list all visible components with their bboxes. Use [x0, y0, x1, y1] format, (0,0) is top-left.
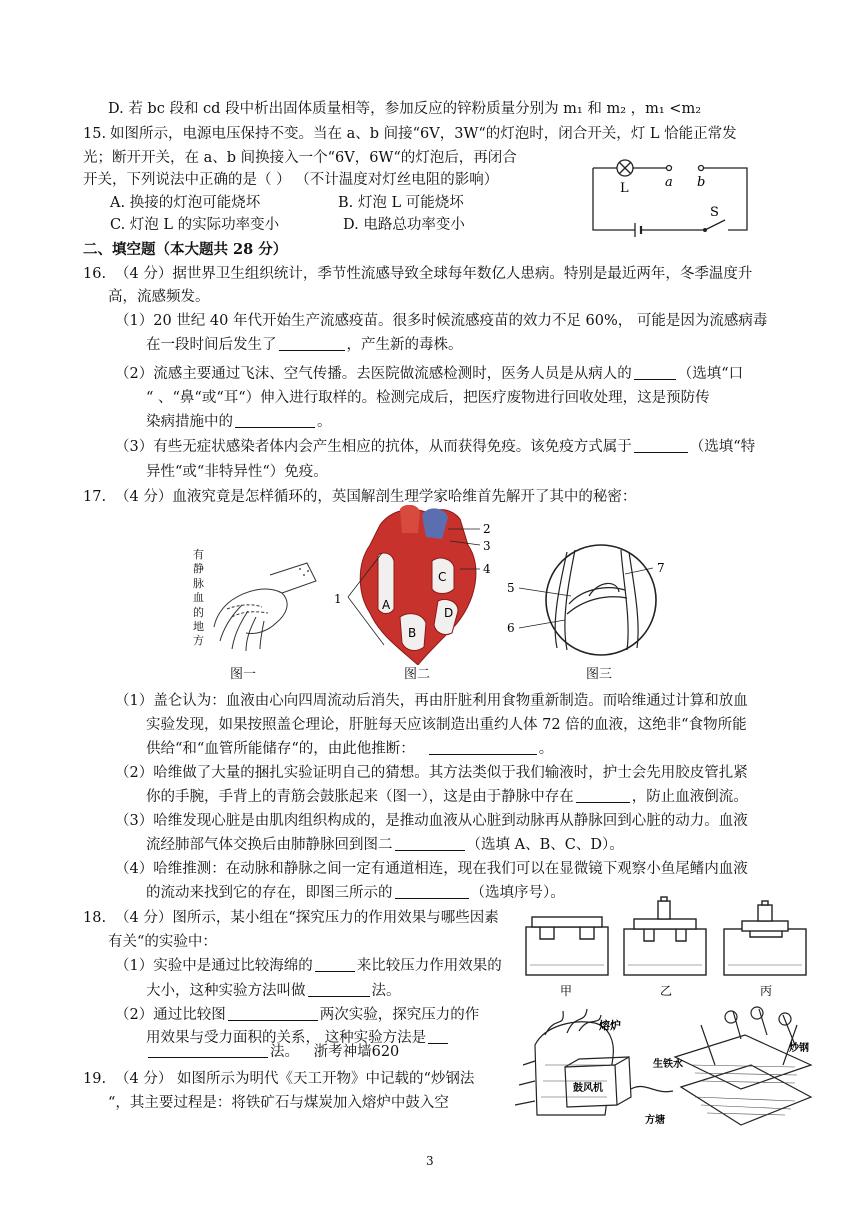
q17-p2-line1: （2）哈维做了大量的捆扎实验证明自己的猜想。其方法类似于我们输液时，护士会先用胶皮管扎紧 — [115, 765, 748, 781]
section-title: 二、填空题（本大题共 28 分） — [83, 241, 288, 258]
q16-p2-line2: “ 、“鼻“或“耳“）伸入进行取样的。检测完成后，把医疗废物进行回收处理，这是预防传 — [146, 390, 710, 406]
woodcut-label-pond: 方塘 — [645, 1115, 665, 1126]
woodcut-label-furnace: 熔炉 — [599, 1019, 621, 1032]
answer-blank[interactable] — [279, 349, 345, 351]
fig2-label-b: B — [408, 626, 417, 640]
q15-line3: 开关，下列说法中正确的是（ ） （不计温度对灯丝电阻的影响） — [83, 172, 499, 188]
q16-number: 16. — [83, 266, 107, 282]
q17-line1: （4 分）血液究竟是怎样循环的，英国解剖生理学家哈维首先解开了其中的秘密： — [115, 489, 637, 505]
fig-label-jia: 甲 — [560, 984, 573, 998]
fig1-vertical-label: 有 静 脉 血 的 地 方 — [193, 548, 204, 648]
q18-p2-line3: 法。 浙考神墙620 — [146, 1045, 399, 1060]
q18-p1-line1: （1）实验中是通过比较海绵的 来比较压力作用效果的 — [115, 958, 502, 974]
steel-making-woodcut-illustration — [505, 1005, 815, 1131]
answer-blank[interactable] — [395, 897, 469, 899]
q15-option-a: A. 换接的灯泡可能烧坏 — [110, 195, 261, 211]
q15-line1: 如图所示，电源电压保持不变。当在 a、b 间接“6V，3W“的灯泡时，闭合开关，灯 L 恰能正常发 — [110, 126, 737, 142]
answer-blank[interactable] — [315, 970, 355, 972]
woodcut-label-stir: 炒钢 — [789, 1043, 809, 1054]
q18-p1-line2: 大小，这种实验方法叫做 法。 — [146, 983, 401, 999]
q18-line1: （4 分）图所示，某小组在“探究压力的作用效果与哪些因素 — [115, 910, 499, 926]
q18-p2-line2: 用效果与受力面积的关系， 这种实验方法是 — [146, 1031, 450, 1046]
answer-blank[interactable] — [228, 1019, 318, 1021]
q16-p2-line3: 染病措施中的 。 — [146, 414, 332, 430]
terminal-a-label: a — [665, 175, 673, 190]
answer-blank[interactable] — [235, 426, 315, 428]
q17-p4-line1: （4）哈维推测：在动脉和静脉之间一定有通道相连，现在我们可以在显微镜下观察小鱼尾鳍内血液 — [115, 861, 748, 877]
q19-number: 19. — [83, 1071, 107, 1087]
q17-p1-line1: （1）盖仑认为：血液由心向四周流动后消失，再由肝脏利用食物重新制造。而哈维通过计算和放血 — [115, 693, 748, 709]
heart-illustration — [320, 505, 505, 665]
q16-p2-line1: （2）流感主要通过飞沫、空气传播。去医院做流感检测时，医务人员是从病人的 （选填“口 — [115, 366, 744, 382]
answer-blank[interactable] — [429, 753, 537, 755]
fig3-label-5: 5 — [507, 581, 515, 595]
fig2-label-1: 1 — [334, 592, 342, 606]
switch-label: S — [710, 205, 719, 220]
fig-label-bing: 丙 — [760, 984, 773, 998]
q17-p2-line2: 你的手腕，手背上的青筋会鼓胀起来（图一），这是由于静脉中存在 ，防止血液倒流。 — [146, 789, 748, 805]
q17-p4-line2: 的流动来找到它的存在，即图三所示的 （选填序号）。 — [146, 885, 565, 901]
fish-tail-vessels-illustration — [505, 540, 680, 660]
q17-number: 17. — [83, 489, 107, 505]
q17-p1-line3: 供给“和“血管所能储存“的，由此他推断： 。 — [146, 741, 554, 757]
answer-blank[interactable] — [428, 1042, 448, 1044]
q16-p1-line2: 在一段时间后发生了 ，产生新的毒株。 — [146, 337, 463, 353]
q15-option-b: B. 灯泡 L 可能烧坏 — [338, 195, 464, 211]
q15-option-d: D. 电路总功率变小 — [343, 217, 465, 233]
fig2-caption: 图二 — [404, 667, 431, 682]
answer-blank[interactable] — [148, 1056, 268, 1058]
q16-p1-line1: （1）20 世纪 40 年代开始生产流感疫苗。很多时候流感疫苗的效力不足 60%， 可能是因为流感病毒 — [115, 313, 768, 329]
q17-p3-line1: （3）哈维发现心脏是由肌肉组织构成的，是推动血液从心脏到动脉再从静脉回到心脏的动力。血液 — [115, 813, 748, 829]
fig-label-yi: 乙 — [660, 984, 673, 998]
q15-option-c: C. 灯泡 L 的实际功率变小 — [110, 217, 280, 233]
q16-p3-line2: 异性“或“非特异性“）免疫。 — [146, 464, 328, 480]
fig3-label-6: 6 — [507, 621, 515, 635]
answer-blank[interactable] — [634, 451, 688, 453]
woodcut-label-iron: 生铁水 — [653, 1059, 683, 1070]
answer-blank[interactable] — [395, 849, 465, 851]
q19-line2: “，其主要过程是：将铁矿石与煤炭加入熔炉中鼓入空 — [108, 1095, 449, 1111]
hand-illustration — [212, 545, 322, 655]
q17-p3-line2: 流经肺部气体交换后由肺静脉回到图二 （选填 A、B、C、D）。 — [146, 837, 624, 853]
q18-number: 18. — [83, 910, 107, 926]
fig2-label-d: D — [444, 606, 454, 620]
fig2-label-3: 3 — [483, 539, 491, 553]
q17-p1-line2: 实验发现，如果按照盖仑理论，肝脏每天应该制造出重约人体 72 倍的血液，这绝非“食物所能 — [146, 717, 747, 733]
q16-p3-line1: （3）有些无症状感染者体内会产生相应的抗体，从而获得免疫。该免疫方式属于 （选填“特 — [115, 439, 756, 455]
answer-blank[interactable] — [576, 801, 630, 803]
fig2-label-a: A — [382, 598, 391, 612]
fig3-label-7: 7 — [657, 561, 665, 575]
watermark: 浙考神墙620 — [313, 1044, 400, 1060]
fig2-label-2: 2 — [483, 522, 491, 536]
q18-line2: 有关“的实验中： — [108, 934, 217, 950]
q14-option-d: D. 若 bc 段和 cd 段中析出固体质量相等，参加反应的锌粉质量分别为 m₁ 和 m₂ ，m₁ <m₂ — [108, 101, 702, 117]
answer-blank[interactable] — [634, 378, 676, 380]
q18-p2-line1: （2）通过比较图 两次实验，探究压力的作 — [115, 1007, 480, 1023]
terminal-b-label: b — [697, 175, 706, 190]
fig3-caption: 图三 — [586, 667, 613, 682]
fig1-caption: 图一 — [230, 667, 257, 682]
q16-line1: （4 分）据世界卫生组织统计，季节性流感导致全球每年数亿人患病。特别是最近两年，冬季温度升 — [115, 266, 753, 282]
woodcut-label-bellows: 鼓风机 — [573, 1083, 603, 1094]
answer-blank[interactable] — [308, 995, 370, 997]
fig2-label-c: C — [438, 570, 447, 584]
q15-number: 15. — [83, 126, 107, 142]
fig2-label-4: 4 — [483, 562, 491, 576]
q16-line2: 高，流感频发。 — [108, 289, 210, 305]
q15-line2: 光；断开开关，在 a、b 间换接入一个“6V，6W“的灯泡后，再闭合 — [83, 150, 517, 166]
page-number: 3 — [426, 1154, 434, 1168]
q19-line1: （4 分） 如图所示为明代《天工开物》中记载的“炒钢法 — [115, 1071, 475, 1087]
circuit-diagram — [585, 150, 755, 240]
lamp-label: L — [620, 181, 629, 196]
pressure-experiment-illustration — [520, 895, 810, 1005]
